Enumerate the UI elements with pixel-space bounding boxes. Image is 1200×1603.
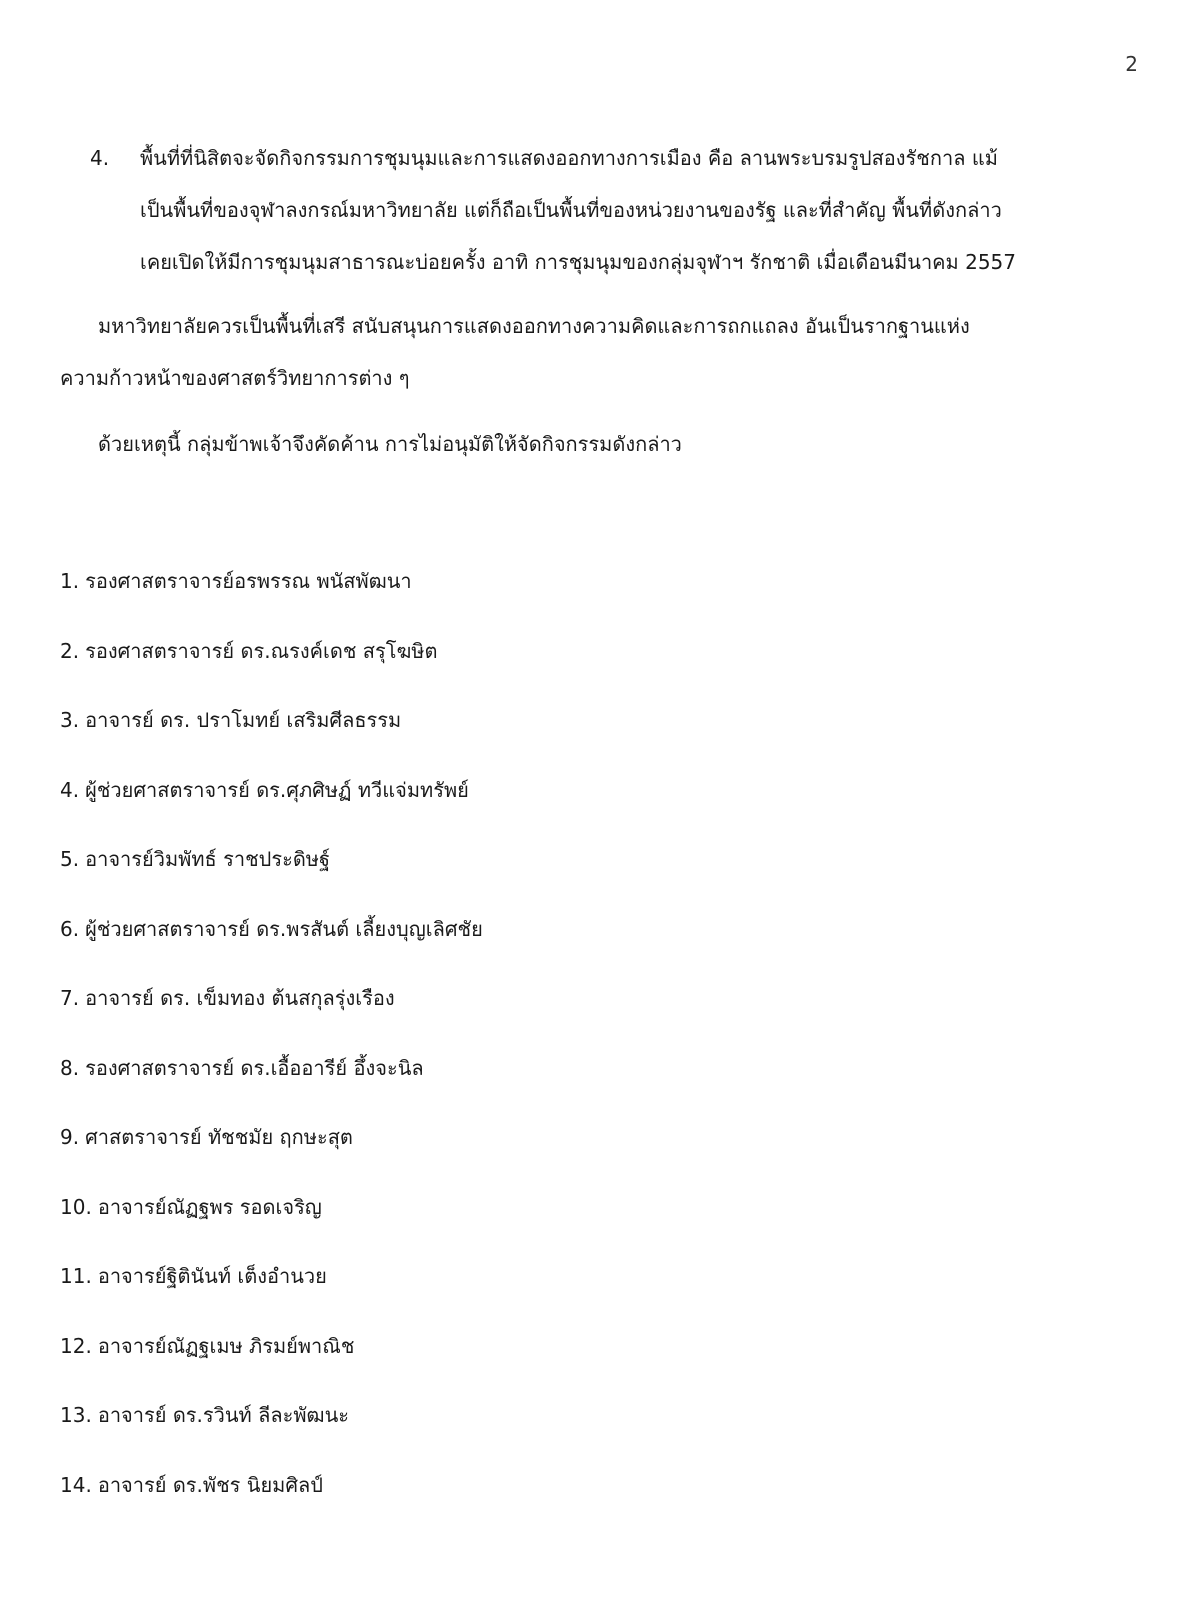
signatory-name: อาจารย์ ดร. ปราโมทย์ เสริมศีลธรรม	[85, 708, 402, 732]
numbered-item-4	[90, 132, 1135, 288]
paragraph-line: มหาวิทยาลัยควรเป็นพื้นที่เสรี สนับสนุนการแสดงออกทางความคิดและการถกแถลง อันเป็นรากฐานแห่ง	[98, 314, 970, 338]
signatory-item	[60, 1390, 483, 1460]
signatory-number: 9.	[60, 1125, 80, 1149]
signatory-item	[60, 1321, 483, 1391]
university-freedom-paragraph	[60, 300, 1140, 404]
signatory-name: อาจารย์ณัฏฐเมษ ภิรมย์พาณิช	[97, 1333, 355, 1358]
signatory-item	[60, 626, 483, 696]
signatory-number: 12.	[60, 1333, 92, 1358]
signatory-item	[60, 556, 483, 626]
signatory-item	[60, 1182, 483, 1252]
signatory-number: 11.	[60, 1264, 92, 1288]
item-text	[140, 132, 1135, 288]
signatory-number: 2.	[60, 638, 80, 663]
conclusion-paragraph: ด้วยเหตุนี้ กลุ่มข้าพเจ้าจึงคัดค้าน การไม่อนุมัติให้จัดกิจกรรมดังกล่าว	[98, 432, 682, 456]
signatory-item	[60, 1251, 483, 1321]
signatory-name: อาจารย์ฐิตินันท์ เต็งอำนวย	[97, 1264, 327, 1288]
signatory-name: อาจารย์วิมพัทธ์ ราชประดิษฐ์	[85, 847, 331, 871]
signatory-number: 14.	[60, 1472, 92, 1497]
signatory-number: 3.	[60, 708, 80, 732]
paragraph-line: ความก้าวหน้าของศาสตร์วิทยาการต่าง ๆ	[60, 366, 410, 390]
signatory-name: ผู้ช่วยศาสตราจารย์ ดร.ศุภศิษฏ์ ทวีแจ่มทรัพย์	[85, 777, 469, 802]
item-line: เป็นพื้นที่ของจุฬาลงกรณ์มหาวิทยาลัย แต่ก็ถือเป็นพื้นที่ของหน่วยงานของรัฐ และที่สำคัญ พื้นที่ดังกล่าว	[140, 198, 1002, 222]
signatory-name: อาจารย์ ดร.พัชร นิยมศิลป์	[97, 1472, 323, 1497]
signatory-number: 7.	[60, 986, 80, 1010]
signatory-number: 10.	[60, 1194, 92, 1219]
signatory-item	[60, 904, 483, 974]
signatory-item	[60, 695, 483, 765]
signatory-item	[60, 834, 483, 904]
signatory-number: 8.	[60, 1055, 80, 1080]
signatory-name: รองศาสตราจารย์ ดร.เอื้ออารีย์ อึ้งจะนิล	[85, 1055, 424, 1080]
signatory-name: อาจารย์ณัฏฐพร รอดเจริญ	[97, 1194, 322, 1219]
signatory-item	[60, 1043, 483, 1113]
signatory-list	[60, 556, 483, 1529]
signatory-number: 4.	[60, 777, 80, 802]
item-line: พื้นที่ที่นิสิตจะจัดกิจกรรมการชุมนุมและการแสดงออกทางการเมือง คือ ลานพระบรมรูปสองรัชกาล แม้	[140, 146, 998, 170]
signatory-item	[60, 1112, 483, 1182]
signatory-item	[60, 1460, 483, 1530]
signatory-name: อาจารย์ ดร.รวินท์ ลีละพัฒนะ	[97, 1403, 350, 1427]
signatory-number: 6.	[60, 916, 80, 941]
signatory-name: ผู้ช่วยศาสตราจารย์ ดร.พรสันต์ เลี้ยงบุญเลิศชัย	[85, 916, 483, 941]
page-number: 2	[1125, 52, 1138, 76]
signatory-name: ศาสตราจารย์ ทัชชมัย ฤกษะสุต	[85, 1125, 353, 1149]
signatory-number: 13.	[60, 1403, 92, 1427]
signatory-item	[60, 765, 483, 835]
signatory-number: 1.	[60, 569, 80, 593]
item-line: เคยเปิดให้มีการชุมนุมสาธารณะบ่อยครั้ง อาทิ การชุมนุมของกลุ่มจุฬาฯ รักชาติ เมื่อเดือนมีนาคม 2557	[140, 250, 1016, 274]
signatory-name: รองศาสตราจารย์อรพรรณ พนัสพัฒนา	[85, 569, 412, 593]
signatory-name: รองศาสตราจารย์ ดร.ณรงค์เดช สรุโฆษิต	[85, 638, 438, 663]
signatory-number: 5.	[60, 847, 80, 871]
signatory-item	[60, 973, 483, 1043]
signatory-name: อาจารย์ ดร. เข็มทอง ต้นสกุลรุ่งเรือง	[85, 986, 395, 1010]
item-number: 4.	[90, 146, 110, 170]
